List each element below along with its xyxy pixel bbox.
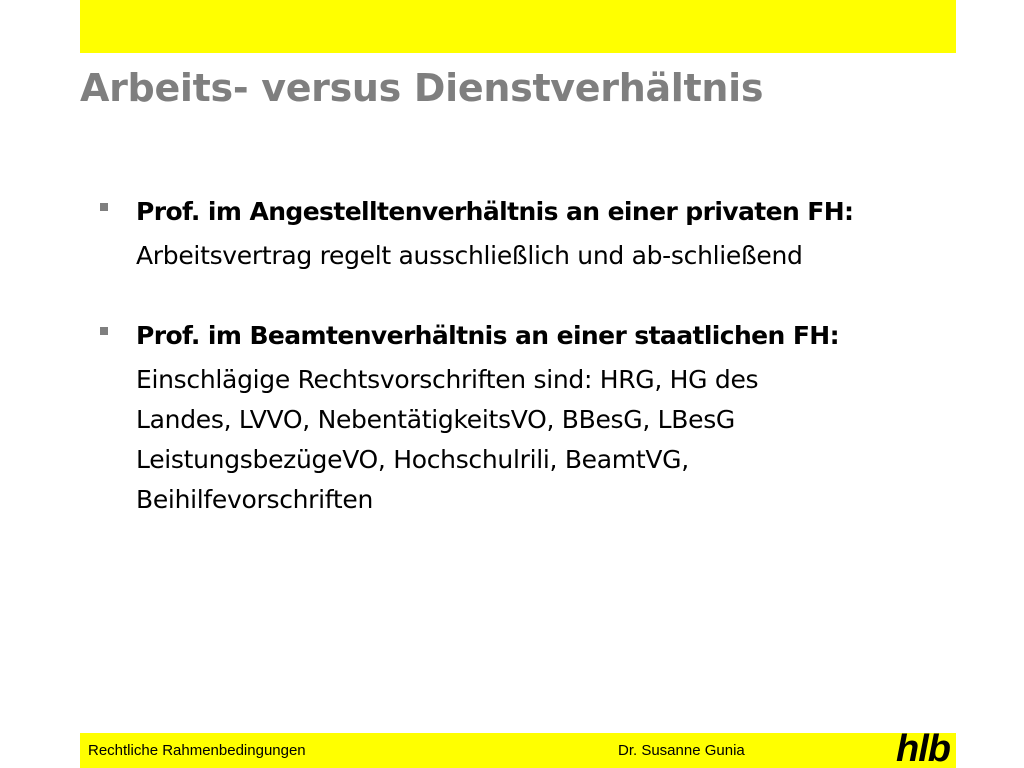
footer-author: Dr. Susanne Gunia <box>618 742 745 759</box>
body-line: LeistungsbezügeVO, Hochschulrili, BeamtVG, <box>136 445 689 474</box>
hlb-logo: hlb <box>896 728 950 768</box>
body-line: Einschlägige Rechtsvorschriften sind: HRG, HG des <box>136 365 759 394</box>
top-accent-bar <box>80 0 956 53</box>
footer-bar <box>80 728 956 768</box>
body-line: Beihilfevorschriften <box>136 485 373 514</box>
bullet-item-private-fh <box>100 192 960 276</box>
bullet-item-staatliche-fh <box>100 316 960 520</box>
bullet-body <box>136 236 960 276</box>
footer-course-title: Rechtliche Rahmenbedingungen <box>88 742 306 759</box>
slide-content <box>100 192 960 520</box>
bullet-body <box>136 360 960 520</box>
square-bullet-icon <box>100 203 108 211</box>
body-line: Arbeitsvertrag regelt ausschließlich und ab-schließend <box>136 241 803 270</box>
body-line: Landes, LVVO, NebentätigkeitsVO, BBesG, LBesG <box>136 405 736 434</box>
bullet-heading: Prof. im Beamtenverhältnis an einer staatlichen FH: <box>136 321 840 350</box>
bullet-heading: Prof. im Angestelltenverhältnis an einer privaten FH: <box>136 197 854 226</box>
square-bullet-icon <box>100 327 108 335</box>
slide-title: Arbeits- versus Dienstverhältnis <box>80 66 764 110</box>
